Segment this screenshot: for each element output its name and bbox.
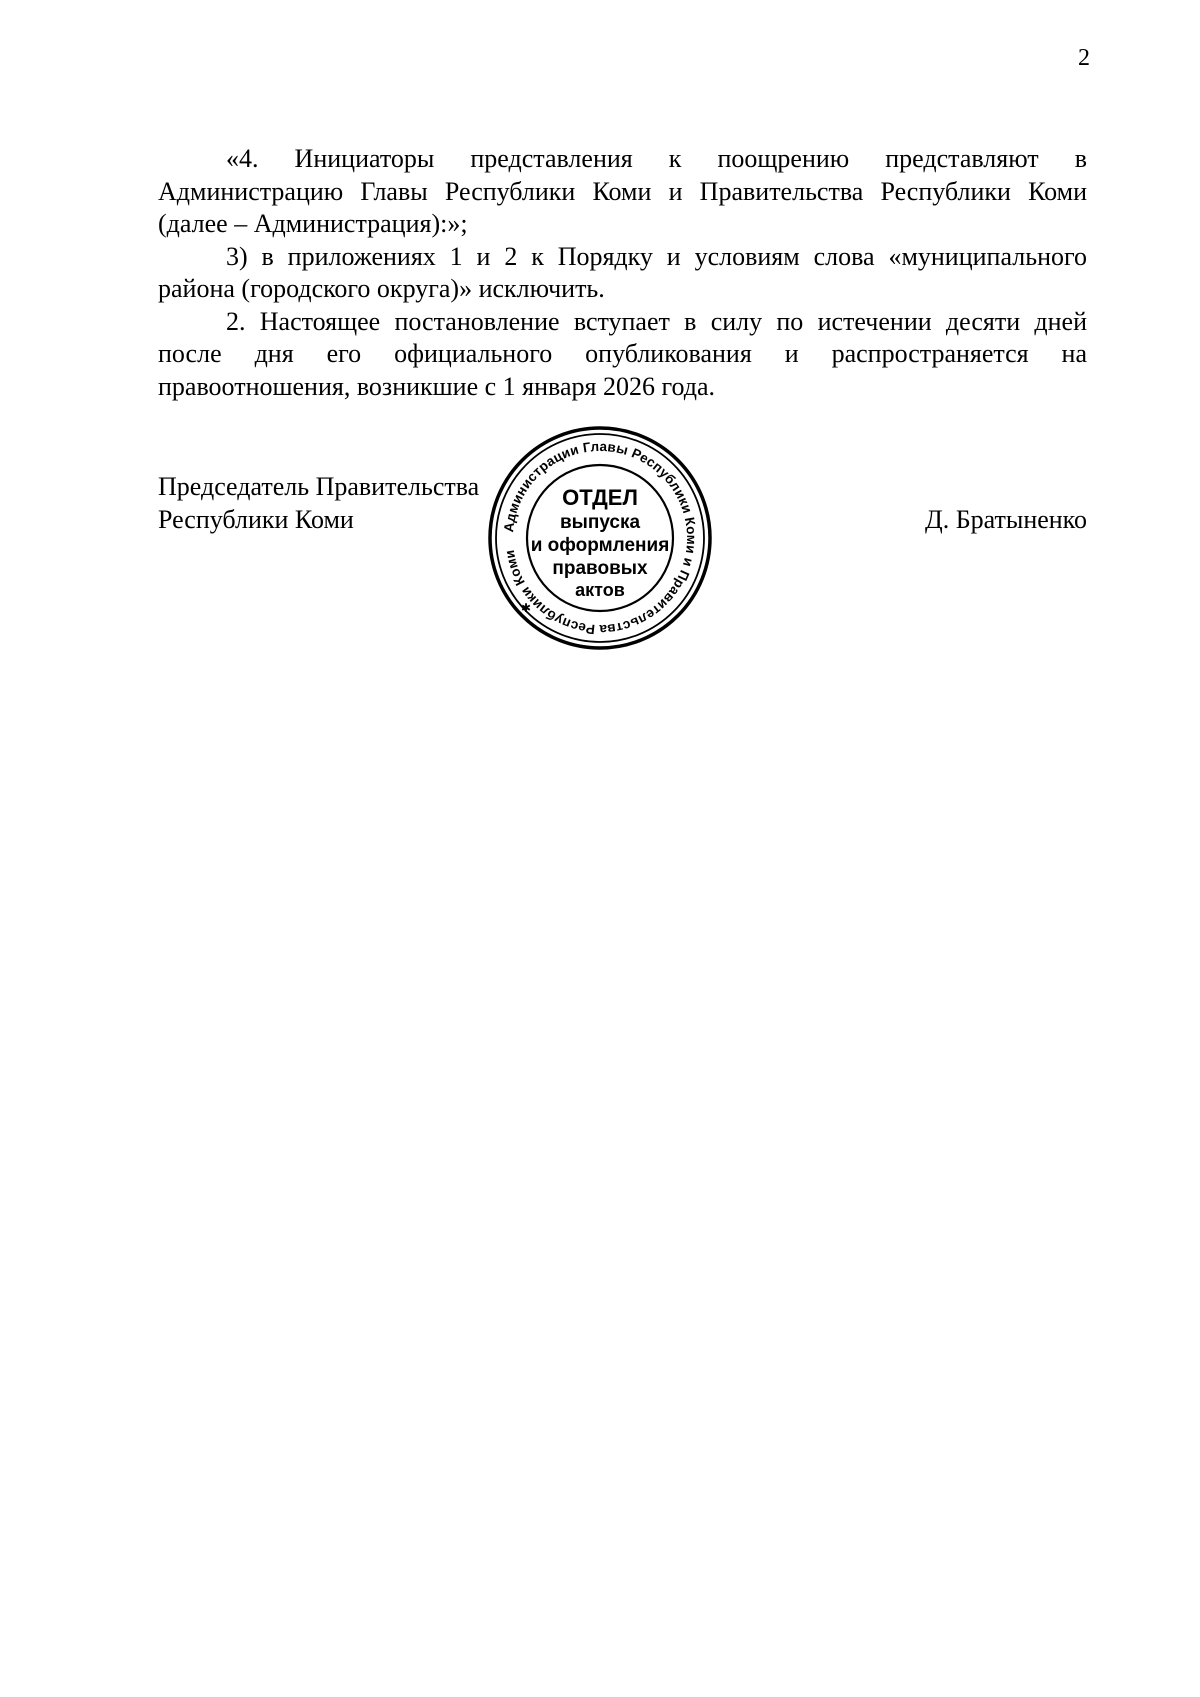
paragraph-appendices: 3) в приложениях 1 и 2 к Порядку и условиям слова «муниципального района (городского округа)» исключить. <box>158 241 1087 303</box>
official-seal-stamp <box>484 422 716 654</box>
document-body <box>158 143 1087 403</box>
page-number: 2 <box>1078 45 1090 71</box>
signature-position-line1: Председатель Правительства <box>158 472 480 501</box>
seal-center-line3: и оформления <box>530 535 670 556</box>
seal-center-line4: правовых <box>552 558 648 579</box>
seal-center-line1: ОТДЕЛ <box>562 485 638 510</box>
seal-center-line5: актов <box>575 580 625 600</box>
paragraph-effective-date: 2. Настоящее постановление вступает в силу по истечении десяти дней после дня его официального опубликования и распространяется на правоотношения, возникшие с 1 января 2026 года. <box>158 306 1087 401</box>
seal-graphic <box>484 422 716 654</box>
seal-center-line2: выпуска <box>559 512 641 533</box>
seal-star-icon: ✱ <box>521 601 532 615</box>
signature-position-line2: Республики Коми <box>158 505 354 534</box>
signature-name: Д. Братыненко <box>924 505 1087 534</box>
signature-position <box>158 470 479 536</box>
seal-ring-text: Администрации Главы Республики Коми и Правительства Республики Коми <box>501 438 700 638</box>
paragraph-initiators: «4. Инициаторы представления к поощрению представляют в Администрацию Главы Республики Коми и Правительства Республики Коми (далее – Администрация):»; <box>158 144 1087 238</box>
